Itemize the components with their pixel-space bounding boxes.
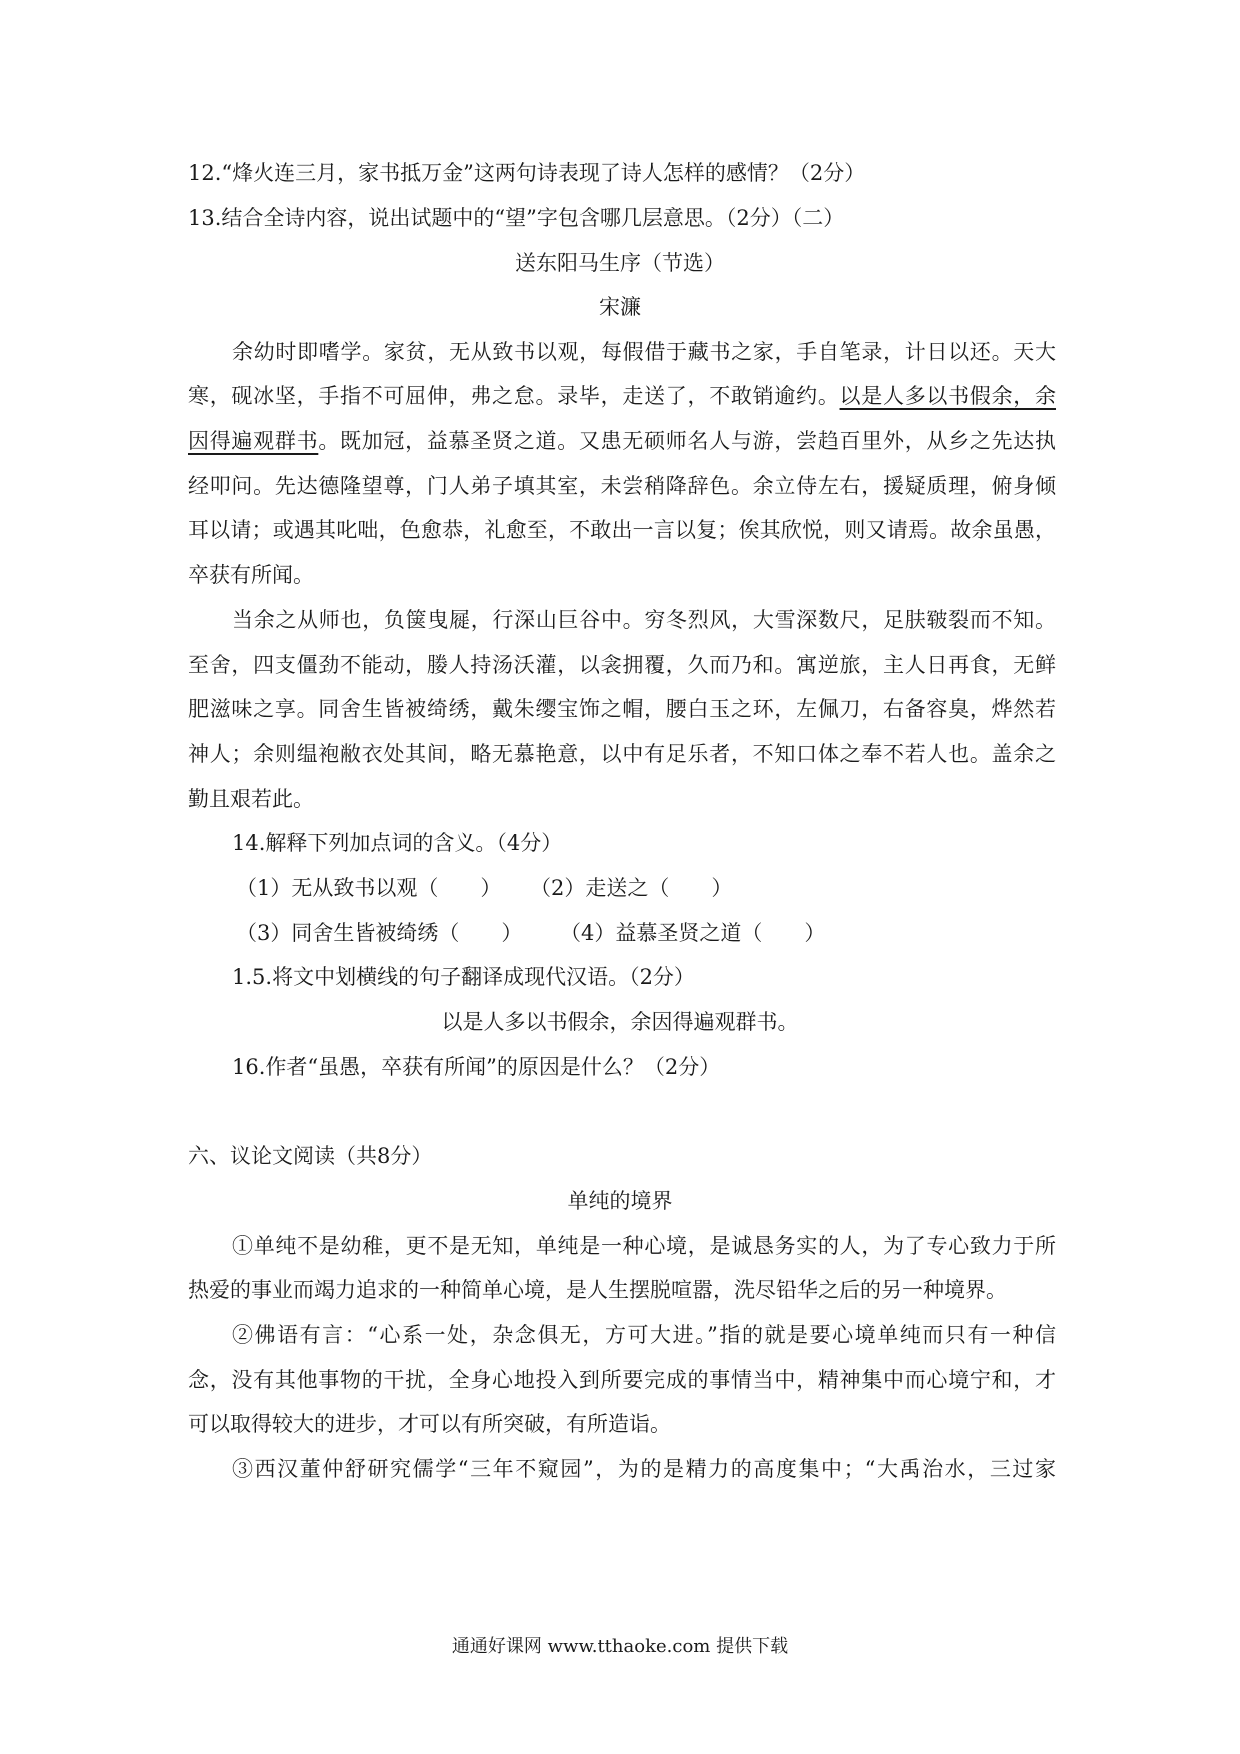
question-15: 1.5.将文中划横线的句子翻译成现代汉语。（2分）	[232, 965, 695, 989]
passage-line	[188, 381, 1056, 411]
question-14-item-3: （3）同舍生皆被绮绣（ ）	[236, 921, 523, 945]
passage-line: 当余之从师也，负箧曳屣，行深山巨谷中。穷冬烈风，大雪深数尺，足肤皲裂而不知。	[232, 608, 1056, 632]
passage-text: 寒，砚冰坚，手指不可屈伸，弗之怠。录毕，走送了，不敢销逾约。	[188, 384, 840, 408]
passage-line: 勤且艰若此。	[188, 787, 314, 811]
passage-line: 卒获有所闻。	[188, 563, 314, 587]
passage-line: 神人；余则缊袍敝衣处其间，略无慕艳意，以中有足乐者，不知口体之奉不若人也。盖余之	[188, 742, 1056, 766]
essay-line: ②佛语有言：“心系一处，杂念俱无，方可大进。”指的就是要心境单纯而只有一种信	[232, 1323, 1056, 1347]
underlined-sentence: 以是人多以书假余，余	[839, 384, 1057, 408]
question-14: 14.解释下列加点词的含义。（4分）	[232, 831, 563, 855]
question-13: 13.结合全诗内容，说出试题中的“望”字包含哪几层意思。（2分）（二）	[188, 206, 845, 230]
essay-line: 可以取得较大的进步，才可以有所突破，有所造诣。	[188, 1412, 671, 1436]
question-12: 12.“烽火连三月，家书抵万金”这两句诗表现了诗人怎样的感情？（2分）	[188, 161, 866, 185]
essay-line: ③西汉董仲舒研究儒学“三年不窥园”，为的是精力的高度集中；“大禹治水，三过家	[232, 1457, 1056, 1481]
section-heading: 六、议论文阅读（共8分）	[188, 1144, 433, 1168]
passage-line: 余幼时即嗜学。家贫，无从致书以观，每假借于藏书之家，手自笔录，计日以还。天大	[232, 340, 1056, 364]
passage-author: 宋濂	[599, 295, 641, 319]
passage-line: 至舍，四支僵劲不能动，媵人持汤沃灌，以衾拥覆，久而乃和。寓逆旅，主人日再食，无鲜	[188, 653, 1056, 677]
question-14-item-2: （2）走送之（ ）	[530, 876, 733, 900]
passage-line: 经叩问。先达德隆望尊，门人弟子填其室，未尝稍降辞色。余立侍左右，援疑质理，俯身倾	[188, 474, 1056, 498]
question-14-item-1: （1）无从致书以观（ ）	[236, 876, 502, 900]
passage-line: 肥滋味之享。同舍生皆被绮绣，戴朱缨宝饰之帽，腰白玉之环，左佩刀，右备容臭，烨然若	[188, 697, 1056, 721]
essay-line: 热爱的事业而竭力追求的一种简单心境，是人生摆脱喧嚣，洗尽铅华之后的另一种境界。	[188, 1278, 1007, 1302]
underlined-sentence: 因得遍观群书	[188, 429, 319, 453]
question-16: 16.作者“虽愚，卒获有所闻”的原因是什么？（2分）	[232, 1055, 721, 1079]
question-14-item-4: （4）益慕圣贤之道（ ）	[560, 921, 826, 945]
passage-title: 送东阳马生序（节选）	[515, 251, 725, 275]
passage-text: 。既加冠，益慕圣贤之道。又患无硕师名人与游，尝趋百里外，从乡之先达执	[318, 429, 1057, 453]
question-15-sentence: 以是人多以书假余，余因得遍观群书。	[441, 1010, 799, 1034]
essay-title: 单纯的境界	[567, 1189, 673, 1213]
essay-line: ①单纯不是幼稚，更不是无知，单纯是一种心境，是诚恳务实的人，为了专心致力于所	[232, 1234, 1056, 1258]
passage-line	[188, 426, 1056, 456]
passage-line: 耳以请；或遇其叱咄，色愈恭，礼愈至，不敢出一言以复；俟其欣悦，则又请焉。故余虽愚，	[188, 518, 1056, 542]
page-footer: 通通好课网 www.tthaoke.com 提供下载	[451, 1636, 789, 1657]
essay-line: 念，没有其他事物的干扰，全身心地投入到所要完成的事情当中，精神集中而心境宁和，才	[188, 1368, 1056, 1392]
